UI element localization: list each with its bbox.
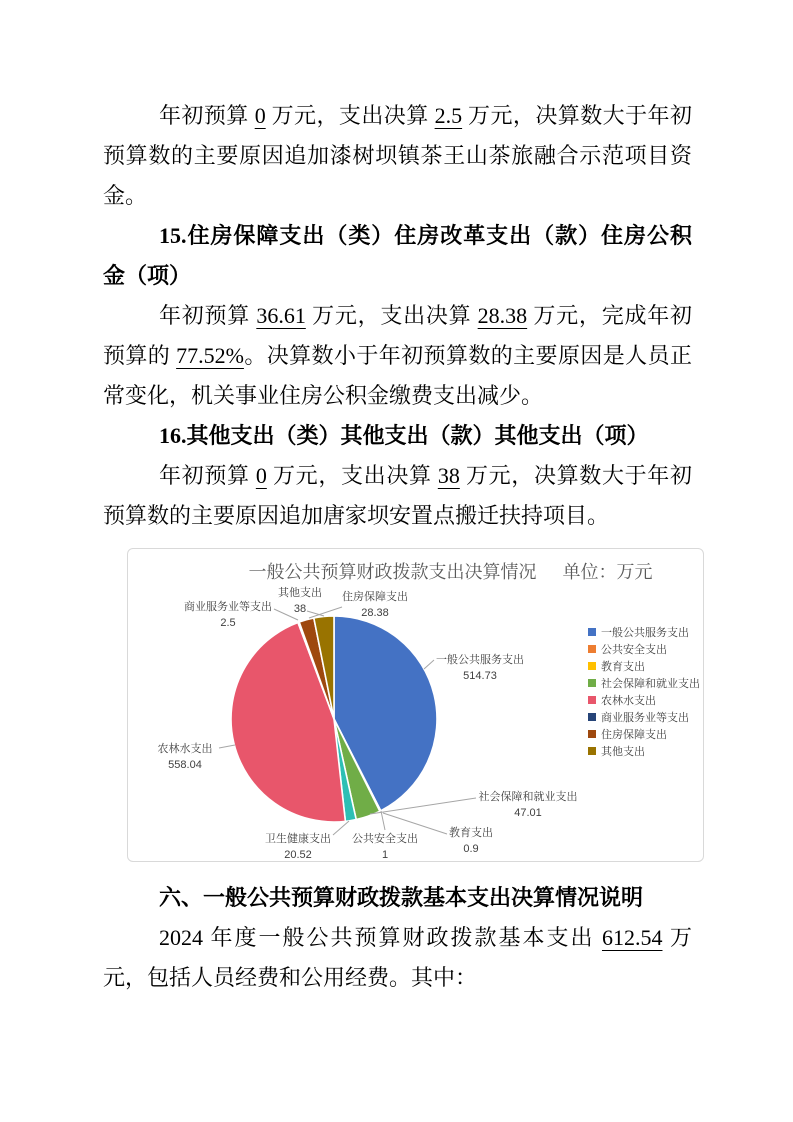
text-run: 万元，支出决算 (266, 463, 438, 488)
underlined-value: 0 (255, 463, 267, 488)
pie-label-value-3: 47.01 (514, 807, 542, 819)
legend-item-3 (588, 674, 700, 691)
paragraph-other-expense-note (103, 456, 692, 536)
legend-label: 商业服务业等支出 (601, 711, 689, 724)
text-run: 万元，决算数大于年初预算数的主要原因追加漆树坝镇茶王山茶旅融合示范项目资金。 (103, 103, 692, 208)
pie-label-value-0: 514.73 (463, 670, 497, 682)
legend-item-1 (588, 640, 700, 657)
legend-label: 公共安全支出 (601, 643, 667, 656)
pie-label-value-7: 28.38 (361, 607, 389, 619)
underlined-value: 36.61 (256, 303, 306, 328)
text-run: 2024 年度一般公共预算财政拨款基本支出 (159, 925, 602, 950)
chart-legend (588, 623, 700, 759)
legend-swatch-icon (588, 747, 596, 755)
legend-item-0 (588, 623, 700, 640)
text-run: 16.其他支出（类）其他支出（款）其他支出（项） (159, 423, 649, 448)
text-run: 年初预算 (159, 463, 256, 488)
legend-swatch-icon (588, 696, 596, 704)
section-heading-16 (103, 416, 692, 456)
pie-label-name-0: 一般公共服务支出 (436, 654, 524, 666)
legend-label: 社会保障和就业支出 (601, 677, 700, 690)
legend-item-6 (588, 725, 700, 742)
underlined-value: 38 (437, 463, 460, 488)
legend-swatch-icon (588, 679, 596, 687)
legend-label: 住房保障支出 (601, 728, 667, 741)
legend-swatch-icon (588, 645, 596, 653)
legend-label: 一般公共服务支出 (601, 626, 689, 639)
legend-label: 其他支出 (601, 745, 645, 758)
text-run: 。决算数小于年初预算数的主要原因是人员正常变化，机关事业住房公积金缴费支出减少。 (103, 343, 692, 408)
chart-title: 一般公共预算财政拨款支出决算情况 (248, 562, 537, 582)
legend-item-4 (588, 691, 700, 708)
legend-swatch-icon (588, 713, 596, 721)
legend-swatch-icon (588, 662, 596, 670)
section-heading-15 (103, 216, 692, 296)
legend-swatch-icon (588, 730, 596, 738)
text-run: 年初预算 (159, 303, 257, 328)
text-run: 万元，完成年初预算的 (103, 303, 692, 368)
text-run: 万元，支出决算 (265, 103, 435, 128)
paragraph-other-spending-note (103, 96, 692, 216)
section-heading-6 (103, 878, 692, 918)
pie-label-name-3: 社会保障和就业支出 (478, 791, 578, 803)
chart-unit-label: 单位：万元 (562, 562, 653, 582)
legend-item-7 (588, 742, 700, 759)
pie-leader-line-0 (424, 660, 434, 669)
pie-label-name-5: 农林水支出 (157, 743, 213, 755)
pie-label-name-1: 公共安全支出 (352, 833, 418, 845)
text-run: 万元，支出决算 (305, 303, 478, 328)
pie-leader-line-4 (333, 821, 349, 835)
document-body (103, 96, 700, 998)
pie-label-value-6: 2.5 (220, 617, 236, 629)
pie-label-value-8: 38 (293, 603, 307, 615)
legend-label: 教育支出 (601, 660, 645, 673)
pie-label-value-4: 20.52 (284, 849, 312, 861)
text-run: 万元，包括人员经费和公用经费。其中： (103, 925, 692, 990)
legend-label: 农林水支出 (601, 694, 656, 707)
legend-swatch-icon (588, 628, 596, 636)
underlined-value: 28.38 (477, 303, 528, 328)
text-run: 年初预算 (159, 103, 255, 128)
legend-item-5 (588, 708, 700, 725)
paragraph-housing-fund-note (103, 296, 692, 416)
pie-label-name-4: 卫生健康支出 (265, 833, 331, 845)
pie-label-value-5: 558.04 (168, 759, 202, 771)
legend-item-2 (588, 657, 700, 674)
text-run: 15.住房保障支出（类）住房改革支出（款）住房公积金（项） (103, 223, 692, 288)
underlined-value: 0 (254, 103, 266, 128)
paragraph-basic-expense-intro (103, 918, 692, 998)
text-run: 万元，决算数大于年初预算数的主要原因追加唐家坝安置点搬迁扶持项目。 (103, 463, 692, 528)
pie-label-name-7: 住房保障支出 (342, 591, 408, 603)
pie-label-value-1: 1 (381, 849, 389, 861)
pie-label-value-2: 0.9 (463, 843, 479, 855)
pie-label-name-8: 其他支出 (278, 587, 322, 599)
underlined-value: 2.5 (434, 103, 463, 128)
underlined-value: 612.54 (601, 925, 663, 950)
pie-label-name-2: 教育支出 (449, 827, 493, 839)
underlined-value: 77.52% (176, 343, 244, 368)
pie-leader-line-2 (383, 813, 447, 834)
pie-chart-frame (127, 548, 704, 862)
text-run: 六、一般公共预算财政拨款基本支出决算情况说明 (159, 885, 644, 910)
pie-label-name-6: 商业服务业等支出 (184, 601, 272, 613)
pie-leader-line-5 (219, 745, 235, 748)
